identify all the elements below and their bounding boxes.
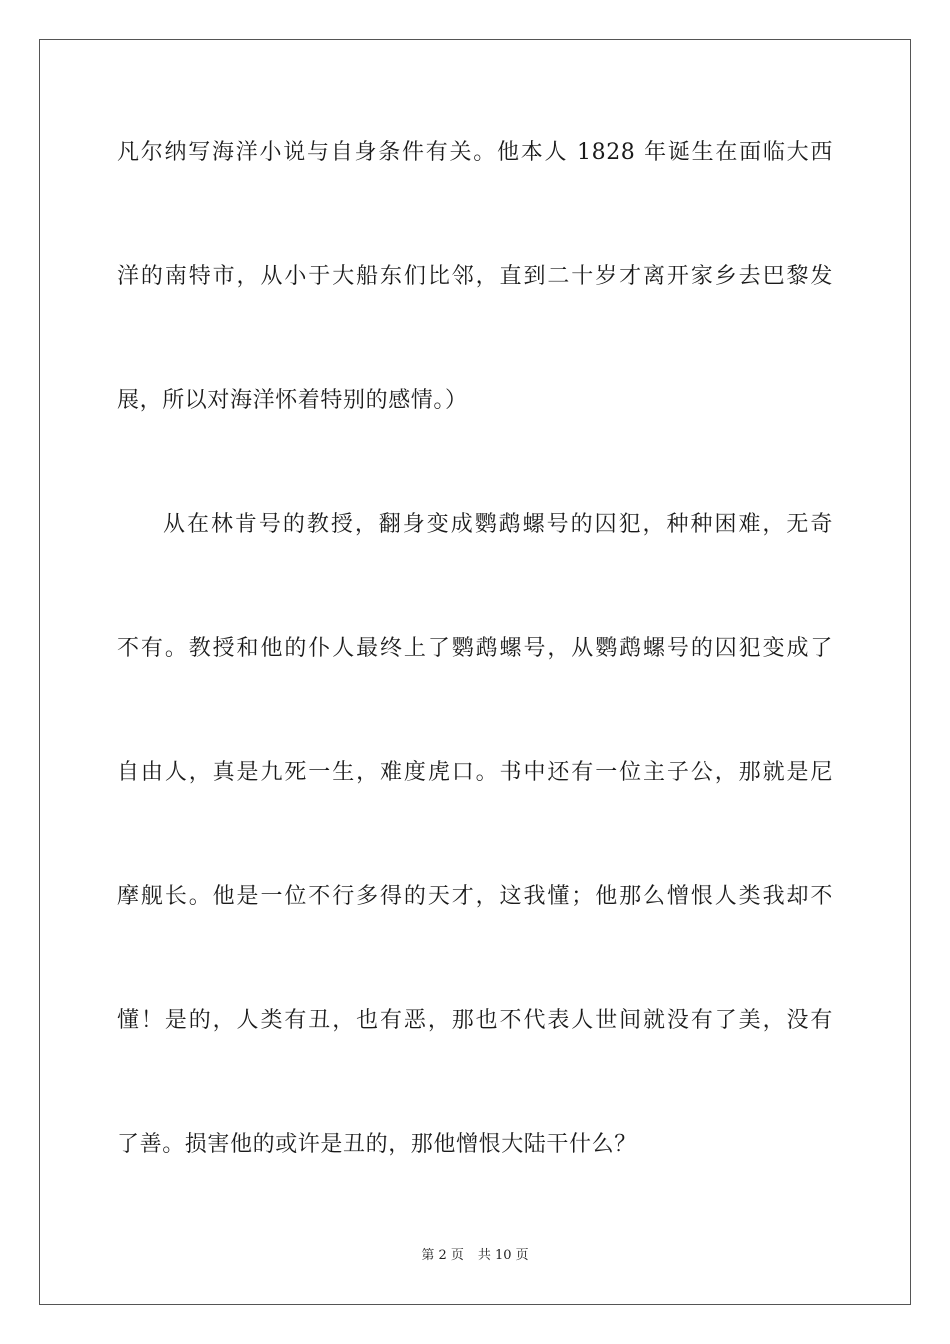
page-footer	[0, 1247, 950, 1265]
paragraph-1-line-2: 洋的南特市，从小于大船东们比邻，直到二十岁才离开家乡去巴黎发	[117, 264, 833, 289]
paragraph-1-line-3: 展，所以对海洋怀着特别的感情。）	[117, 388, 468, 413]
total-pages: 共 10 页	[477, 1248, 529, 1263]
page-number: 第 2 页	[421, 1248, 464, 1263]
paragraph-2-line-1: 从在林肯号的教授，翻身变成鹦鹉螺号的囚犯，种种困难，无奇	[163, 512, 833, 537]
paragraph-2-line-5: 懂！是的，人类有丑，也有恶，那也不代表人世间就没有了美，没有	[117, 1008, 833, 1033]
page-frame	[39, 39, 911, 1305]
paragraph-2-line-6: 了善。损害他的或许是丑的，那他憎恨大陆干什么？	[117, 1132, 637, 1157]
paragraph-1-line-1: 凡尔纳写海洋小说与自身条件有关。他本人 1828 年诞生在面临大西	[117, 140, 833, 165]
paragraph-2-line-4: 摩舰长。他是一位不行多得的天才，这我懂；他那么憎恨人类我却不	[117, 884, 833, 909]
paragraph-2-line-3: 自由人，真是九死一生，难度虎口。书中还有一位主子公，那就是尼	[117, 760, 833, 785]
paragraph-2-line-2: 不有。教授和他的仆人最终上了鹦鹉螺号，从鹦鹉螺号的囚犯变成了	[117, 636, 833, 661]
